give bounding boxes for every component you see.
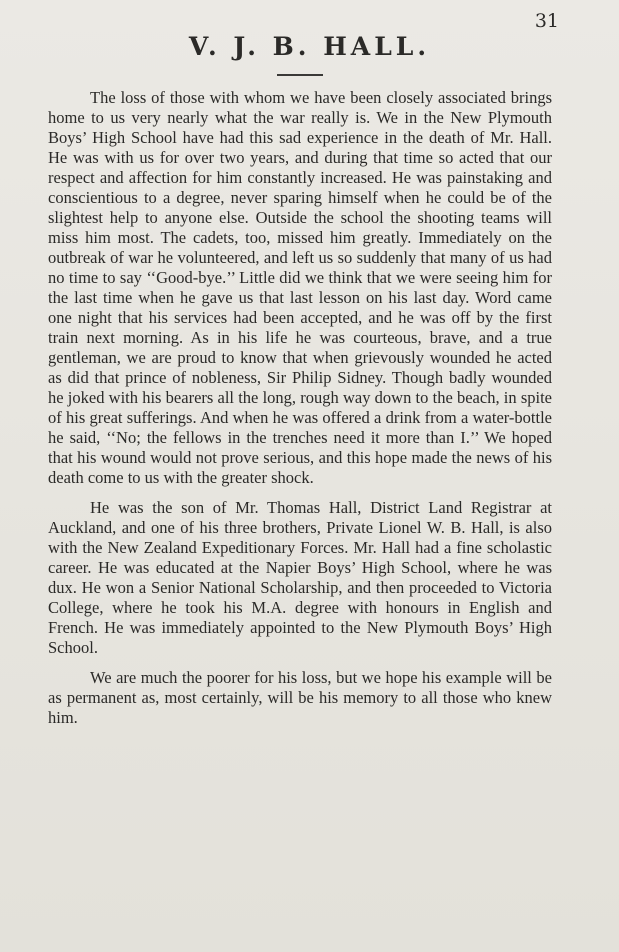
title-divider: [277, 74, 323, 76]
page-number: 31: [534, 10, 559, 32]
page-title: V. J. B. HALL.: [188, 32, 431, 61]
article-body: [48, 88, 552, 728]
paragraph-1: The loss of those with whom we have been closely associated brings home to us very nearly what the war really is. We in the New Plymouth Boys’ High School have had this sad experience in the death of Mr. Hall. He was with us for over two years, and during that time so acted that our respect and affection for him constantly increased. He was painstaking and conscientious to a degree, never sparing himself when he could be of the slightest help to anyone else. Outside the school the shooting teams will miss him most. The cadets, too, missed him greatly. Immediately on the outbreak of war he volunteered, and left us so suddenly that many of us had no time to say ‘‘Good-bye.’’ Little did we think that we were seeing him for the last time when he gave us that last lesson on his last day. Word came one night that his services had been accepted, and he was off by the first train next morning. As in his life he was courteous, brave, and a true gentleman, we are proud to know that when grievously wounded he acted as did that prince of nobleness, Sir Philip Sidney. Though badly wounded he joked with his bearers all the long, rough way down to the beach, in spite of his great sufferings. And when he was offered a drink from a water-bottle he said, ‘‘No; the fellows in the trenches need it more than I.’’ We hoped that his wound would not prove serious, and this hope made the news of his death come to us with the greater shock.: [48, 88, 552, 487]
paragraph-3: We are much the poorer for his loss, but we hope his example will be as permanent as, most certainly, will be his memory to all those who knew him.: [48, 668, 552, 727]
paragraph-2: He was the son of Mr. Thomas Hall, District Land Registrar at Auckland, and one of his three brothers, Private Lionel W. B. Hall, is also with the New Zealand Expeditionary Forces. Mr. Hall had a fine scholastic career. He was educated at the Napier Boys’ High School, where he was dux. He won a Senior National Scholarship, and then proceeded to Victoria College, where he took his M.A. degree with honours in English and French. He was immediately appointed to the New Plymouth Boys’ High School.: [48, 498, 552, 657]
